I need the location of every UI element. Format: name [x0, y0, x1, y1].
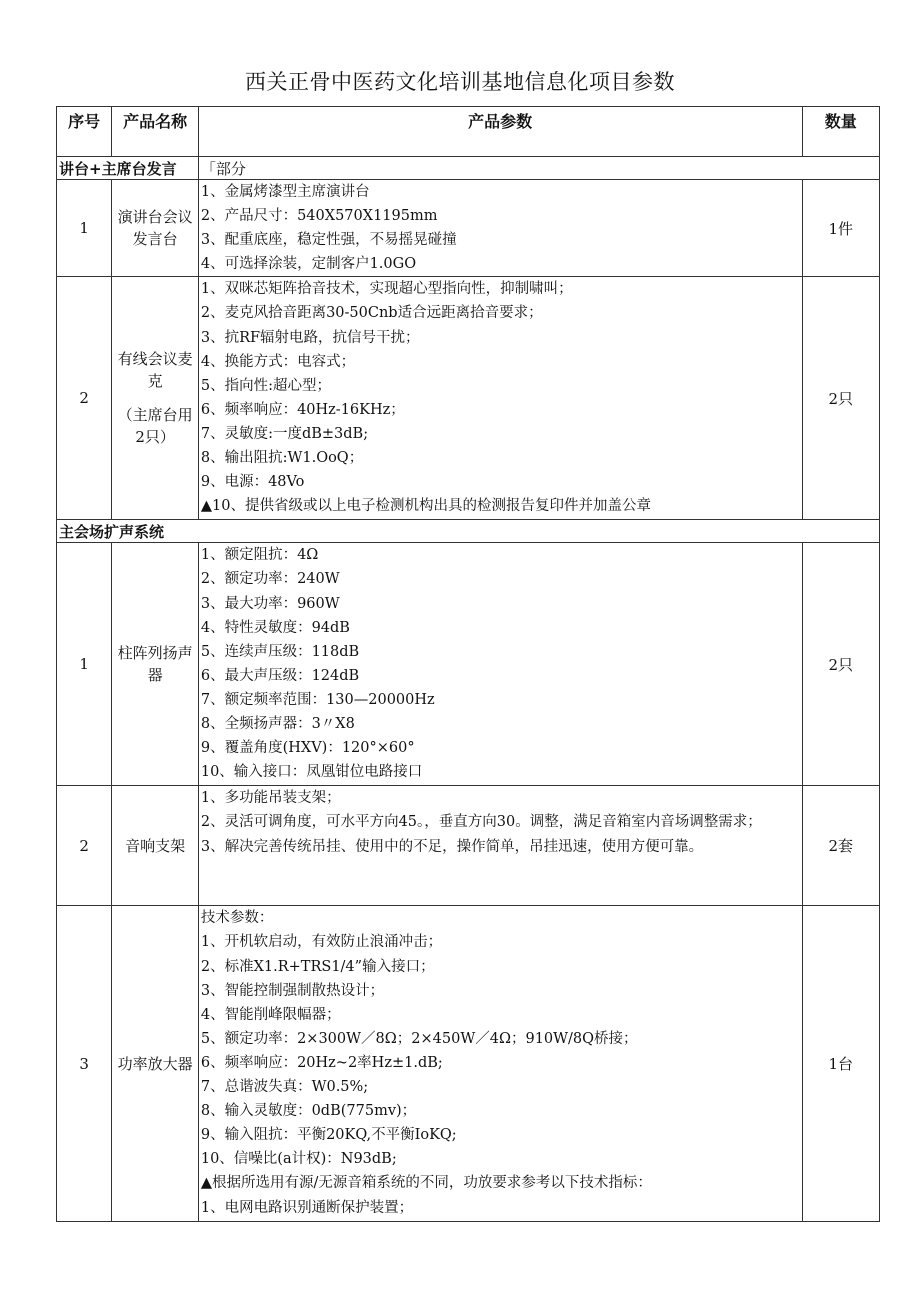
param-line: 5、指向性:超心型；	[200, 377, 331, 394]
param-line: 10、信噪比(a计权)：N93dB;	[200, 1151, 397, 1168]
product-name: 柱阵列扬声器	[112, 543, 199, 786]
table-row	[57, 180, 880, 277]
param-line: 2、标准X1.R+TRS1/4”输入接口；	[200, 958, 435, 975]
param-line: ▲根据所选用有源/无源音箱系统的不同，功放要求参考以下技术指标：	[200, 1175, 652, 1192]
header-params: 产品参数	[198, 107, 802, 157]
param-line: 1、额定阻抗：4Ω	[200, 547, 319, 564]
product-params	[198, 906, 802, 1222]
param-line: 3、配重底座，稳定性强，不易摇晃碰撞	[200, 232, 457, 249]
row-no: 1	[57, 543, 112, 786]
param-line: 2、灵活可调角度，可水平方向45。，垂直方向30。调整，满足音箱室内音场调整需求；	[200, 814, 762, 831]
quantity: 2只	[802, 543, 880, 786]
product-name: 功率放大器	[112, 906, 199, 1222]
row-no: 2	[57, 786, 112, 906]
param-line: 4、特性灵敏度：94dB	[200, 619, 350, 636]
param-line: 8、输出阻抗:W1.OoQ；	[200, 450, 364, 467]
param-line: 3、智能控制强制散热设计；	[200, 982, 385, 999]
table-row	[57, 906, 880, 1222]
section-label: 讲台+主席台发言	[57, 157, 199, 180]
quantity: 2套	[802, 786, 880, 906]
header-qty: 数量	[802, 107, 880, 157]
product-name: 音响支架	[112, 786, 199, 906]
param-line: 1、电网电路识别通断保护装置；	[200, 1199, 414, 1216]
param-line: 2、产品尺寸：540X570X1195mm	[200, 208, 438, 225]
param-line: 3、最大功率：960W	[200, 595, 340, 612]
section-label: 主会场扩声系统	[57, 520, 880, 543]
param-line: 1、双咪芯矩阵拾音技术，实现超心型指向性，抑制啸叫；	[200, 281, 573, 298]
product-params	[198, 180, 802, 277]
table-row	[57, 786, 880, 906]
param-line: 技术参数：	[200, 910, 274, 927]
table-row	[57, 543, 880, 786]
product-name-note: （主席台用2只）	[117, 406, 193, 447]
param-line: 8、输入灵敏度：0dB(775mv)；	[200, 1103, 417, 1120]
param-line: 9、覆盖角度(HXV)：120°×60°	[200, 740, 415, 757]
quantity: 2只	[802, 277, 880, 520]
header-no: 序号	[57, 107, 112, 157]
param-line: 9、输入阻抗：平衡20KQ,不平衡IoKQ;	[200, 1127, 457, 1144]
section-row	[57, 157, 880, 180]
param-line: 5、额定功率：2×300W／8Ω；2×450W／4Ω；910W/8Q桥接；	[200, 1030, 638, 1047]
param-line: 1、金属烤漆型主席演讲台	[200, 184, 370, 200]
param-line: 2、额定功率：240W	[200, 571, 340, 588]
spec-table	[56, 106, 880, 1222]
section-note: 「部分	[198, 157, 879, 180]
param-line: 3、解决完善传统吊挂、使用中的不足，操作简单，吊挂迅速，使用方便可靠。	[200, 838, 704, 855]
param-line: 6、最大声压级：124dB	[200, 667, 360, 684]
product-params	[198, 543, 802, 786]
section-row	[57, 520, 880, 543]
param-line: 7、灵敏度:一度dB±3dB;	[200, 425, 369, 442]
row-no: 3	[57, 906, 112, 1222]
product-name-cell	[112, 277, 199, 520]
param-line: 6、频率响应：20Hz~2率Hz±1.dB;	[200, 1054, 443, 1071]
header-name: 产品名称	[112, 107, 199, 157]
param-line: ▲10、提供省级或以上电子检测机构出具的检测报告复印件并加盖公章	[200, 498, 651, 515]
param-line: 9、电源：48Vo	[200, 474, 305, 491]
param-line: 10、输入接口：凤凰钳位电路接口	[200, 764, 423, 781]
param-line: 1、多功能吊装支架；	[200, 790, 341, 807]
document-title: 西关正骨中医药文化培训基地信息化项目参数	[245, 70, 675, 94]
param-line: 2、麦克风拾音距离30-50Cnb适合远距离拾音要求；	[200, 305, 543, 322]
table-header-row	[57, 107, 880, 157]
quantity: 1台	[802, 906, 880, 1222]
param-line: 8、全频扬声器：3〃X8	[200, 716, 355, 733]
product-name: 演讲台会议发言台	[112, 180, 199, 277]
param-line: 4、换能方式：电容式；	[200, 353, 356, 370]
param-line: 5、连续声压级：118dB	[200, 643, 360, 660]
param-line: 4、智能削峰限幅器；	[200, 1006, 341, 1023]
product-params	[198, 786, 802, 906]
param-line: 7、总谐波失真：W0.5%;	[200, 1079, 369, 1096]
param-line: 7、额定频率范围：130—20000Hz	[200, 691, 435, 708]
product-params	[198, 277, 802, 520]
quantity: 1件	[802, 180, 880, 277]
param-line: 6、频率响应：40Hz-16KHz；	[200, 401, 405, 418]
param-line: 4、可选择涂装，定制客户1.0GO	[200, 256, 417, 273]
row-no: 2	[57, 277, 112, 520]
row-no: 1	[57, 180, 112, 277]
product-name: 有线会议麦克	[117, 350, 193, 391]
param-line: 1、开机软启动，有效防止浪涌冲击；	[200, 934, 443, 951]
param-line: 3、抗RF辐射电路，抗信号干扰；	[200, 329, 420, 346]
table-row	[57, 277, 880, 520]
